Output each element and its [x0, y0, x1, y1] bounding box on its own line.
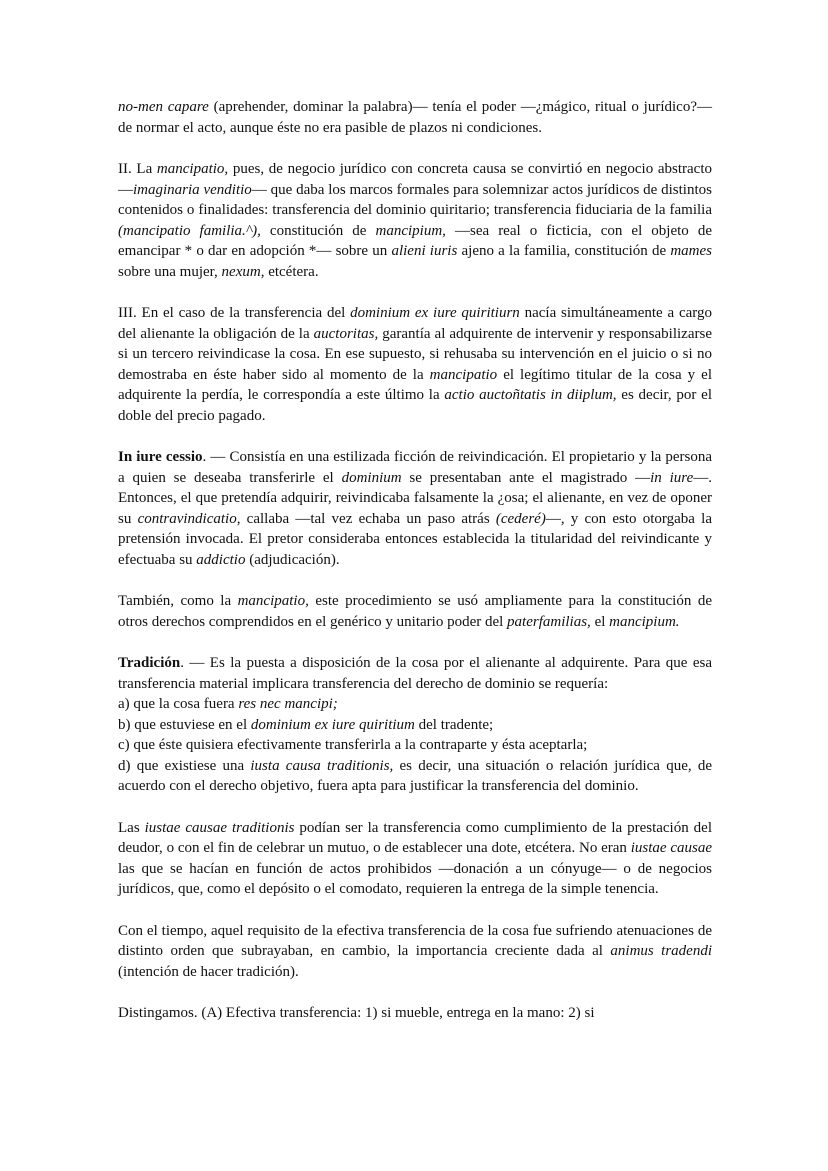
text-run: c) que éste quisiera efectivamente transferirla a la contraparte y ésta aceptarla;	[118, 737, 588, 753]
bold-run: In iure cessio	[118, 449, 203, 465]
text-run: (intención de hacer tradición).	[118, 963, 299, 980]
text-run: es decir, por el doble del precio pagado.	[118, 387, 712, 424]
text-run: se presentaban ante el magistrado —	[401, 469, 651, 486]
list-item	[118, 735, 712, 756]
text-run: —sea real o ficticia, con el objeto de emancipar * o dar en adopción *— sobre un	[118, 222, 712, 259]
italic-run: dominium ex iure quiritium	[250, 716, 415, 733]
text-run: . — Es la puesta a disposición de la cosa por el alienante al adquirente. Para que esa transferencia material implicara transferencia del derecho de dominio se requería:	[118, 655, 712, 692]
italic-run: animus tradendi	[610, 943, 713, 959]
text-run: pues, de negocio jurídico con concreta causa se convirtió en negocio abstracto—	[118, 161, 713, 198]
text-run: Distingamos. (A) Efectiva transferencia: 1) si mueble, entrega en la mano: 2) si	[118, 1005, 595, 1021]
text-run: III. En el caso de la transferencia del	[118, 305, 351, 321]
italic-run: mancipatio,	[237, 593, 309, 609]
body-text-bottom	[118, 818, 712, 1024]
italic-run: mancipatio	[429, 366, 498, 383]
italic-run: contravindicatio,	[137, 510, 241, 527]
text-run: las que se hacían en función de actos prohibidos —donación a un cónyuge— o de negocios jurídicos, que, como el depósito o el comodato, requieren la entrega de la simple tenencia.	[118, 860, 712, 897]
text-run: el	[590, 613, 610, 630]
text-run: constitución de	[260, 222, 376, 239]
italic-run: auctoritas,	[313, 325, 379, 342]
paragraph	[118, 818, 712, 900]
text-run: . — Consistía en una estilizada ficción de reivindicación. El propietario y la persona a quien se deseaba transferirle el	[118, 449, 712, 486]
paragraph	[118, 653, 712, 694]
italic-run: addictio	[196, 551, 246, 568]
italic-run: (mancipatio familia.^),	[118, 222, 261, 239]
body-text-top	[118, 97, 712, 694]
text-run: a) que la cosa fuera	[118, 696, 239, 712]
list-item	[118, 756, 712, 797]
italic-run: nexum,	[221, 263, 265, 280]
text-run: ajeno a la familia, constitución de	[457, 243, 671, 259]
italic-run: iustae causae traditionis	[144, 819, 295, 836]
document-page	[118, 97, 712, 1045]
italic-run: actio auctoñtatis in diiplum,	[444, 387, 617, 403]
text-run: (adjudicación).	[245, 551, 340, 568]
paragraph	[118, 591, 712, 632]
italic-run: alieni iuris	[391, 243, 458, 259]
text-run: d) que existiese una	[118, 757, 251, 774]
italic-run: in iure	[650, 469, 694, 486]
italic-run: mancipium,	[375, 222, 446, 239]
text-run: etcétera.	[264, 263, 319, 280]
paragraph	[118, 1003, 712, 1024]
italic-run: (cederé)	[495, 510, 546, 527]
text-run: —. Entonces, el que pretendía adquirir, reivindicaba falsamente la ¿osa; el alienante, en vez de oponer su	[118, 469, 712, 527]
italic-run: dominium ex iure quiritiurn	[350, 305, 520, 321]
paragraph	[118, 303, 712, 426]
paragraph	[118, 159, 712, 282]
italic-run: mames	[670, 243, 712, 259]
text-run: garantía al adquirente de intervenir y responsabilizarse si un tercero reivindicase la cosa. En ese supuesto, si rehusaba su intervención en el juicio o si no demostraba en éste haber sido al momento de la	[118, 325, 712, 383]
text-run: este procedimiento se usó ampliamente para la constitución de otros derechos comprendidos en el genérico y unitario poder del	[118, 593, 712, 630]
text-run: el legítimo titular de la cosa y el adquirente la perdía, le correspondía a este último la	[118, 366, 713, 403]
italic-run: mancipium.	[609, 613, 680, 630]
italic-run: mancipatio,	[156, 161, 229, 177]
text-run: — que daba los marcos formales para solemnizar actos jurídicos de distintos contenidos o finalidades: transferencia del dominio quiritario; transferencia fiduciaria de la familia	[118, 181, 712, 218]
text-run: —, y con esto otorgaba la pretensión invocada. El pretor consideraba entonces establecida la titularidad del reivindicante y efectuaba su	[118, 510, 713, 568]
paragraph	[118, 447, 712, 570]
text-run: nacía simultáneamente a cargo del alienante la obligación de la	[118, 305, 712, 342]
text-run: También, como la	[118, 593, 238, 609]
text-run: del tradente;	[414, 716, 494, 733]
list-item	[118, 715, 712, 736]
text-run: es decir, una situación o relación jurídica que, de acuerdo con el derecho objetivo, fuera apta para justificar la transferencia del dominio.	[118, 757, 712, 794]
text-run: (aprehender, dominar la palabra)— tenía el poder —¿mágico, ritual o jurídico?— de normar el acto, aunque éste no era pasible de plazos ni condiciones.	[118, 99, 712, 136]
text-run: sobre una mujer,	[118, 263, 222, 280]
text-run: Las	[118, 819, 145, 836]
italic-run: res nec mancipi;	[238, 696, 338, 712]
bold-run: Tradición	[118, 655, 181, 671]
text-run: b) que estuviese en el	[118, 716, 251, 733]
italic-run: dominium	[341, 469, 402, 486]
paragraph	[118, 97, 712, 138]
text-run: callaba —tal vez echaba un paso atrás	[240, 510, 496, 527]
list-item	[118, 694, 712, 715]
requirements-list	[118, 694, 712, 797]
text-run: Con el tiempo, aquel requisito de la efectiva transferencia de la cosa fue sufriendo atenuaciones de distinto orden que subrayaban, en cambio, la importancia creciente dada al	[118, 922, 712, 959]
text-run: podían ser la transferencia como cumplimiento de la prestación del deudor, o con el fin de celebrar un mutuo, o de establecer una dote, etcétera. No eran	[118, 819, 712, 856]
italic-run: iusta causa traditionis,	[250, 757, 394, 774]
paragraph	[118, 921, 712, 983]
text-run: II. La	[118, 161, 157, 177]
italic-run: iustae causae	[630, 840, 713, 856]
italic-run: no-men capare	[118, 99, 209, 115]
italic-run: imaginaria venditio	[133, 181, 252, 198]
italic-run: paterfamilias,	[507, 613, 591, 630]
